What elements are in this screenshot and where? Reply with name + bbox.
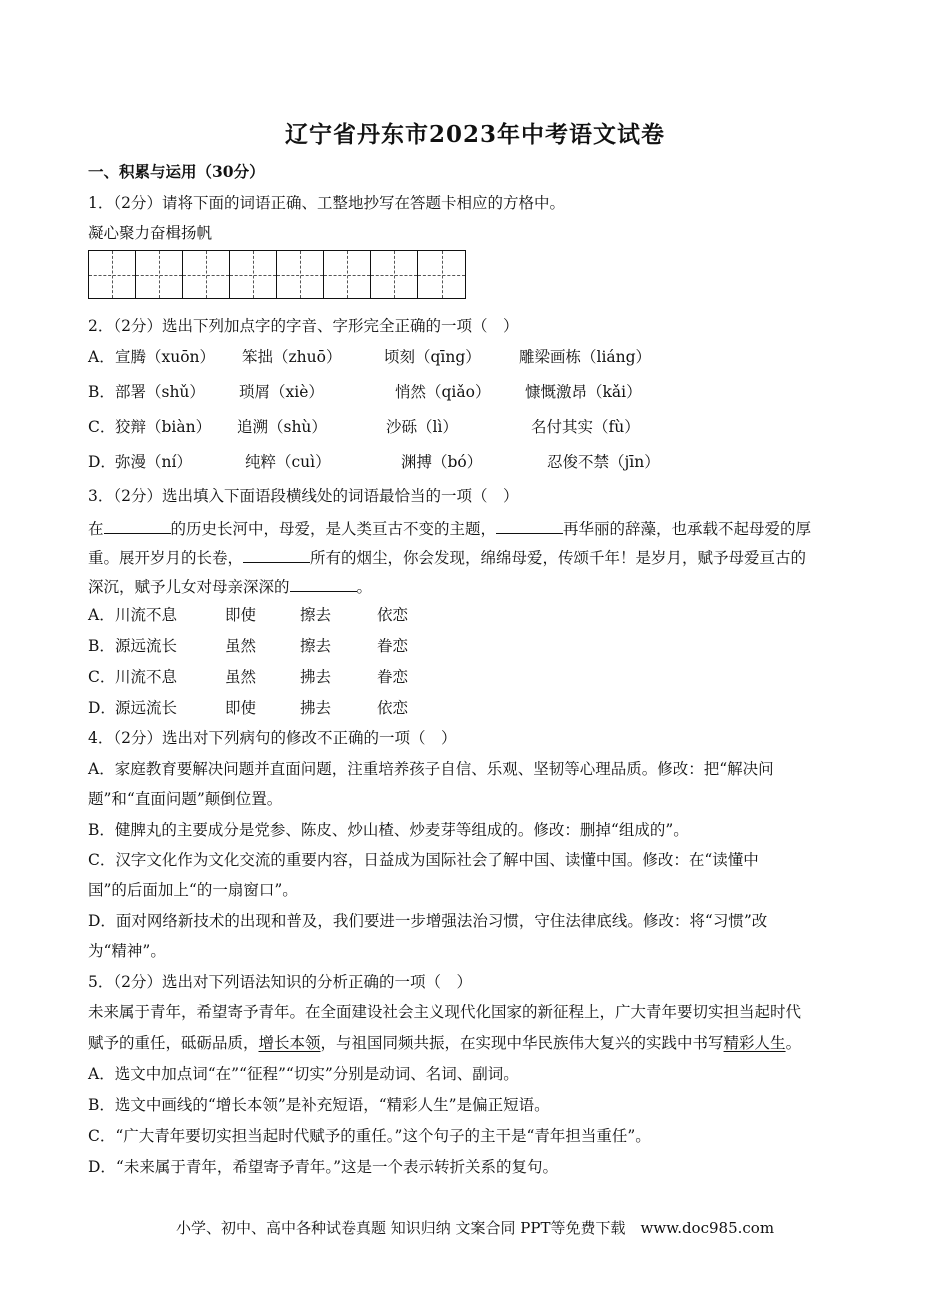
option-item: 弥漫（ní）: [115, 453, 192, 471]
fill-blank-2[interactable]: [496, 517, 563, 534]
passage-text: ，与祖国同频共振，在实现中华民族伟大复兴的实践中书写: [320, 1034, 724, 1052]
option-label: C．: [88, 418, 116, 436]
option-item: 琐屑（xiè）: [239, 383, 324, 401]
passage-text: 。: [356, 578, 373, 596]
option-item: 名付其实（fù）: [531, 418, 640, 436]
option-item: 虽然: [225, 637, 257, 655]
option-item: 源远流长: [115, 637, 178, 655]
q5-passage-line-2: [88, 1033, 801, 1053]
footer-note: 小学、初中、高中各种试卷真题 知识归纳 文案合同 PPT等免费下载 www.doc985.com: [175, 1219, 775, 1237]
q3-passage-line-3: [88, 575, 372, 597]
passage-text: 再华丽的辞藻，也承载不起母爱的厚: [563, 520, 812, 538]
option-item: 源远流长: [115, 699, 178, 717]
grid-cell[interactable]: [89, 251, 136, 298]
option-item: 即使: [225, 606, 257, 624]
option-item: 即使: [225, 699, 257, 717]
q5-passage-line-1: 未来属于青年，希望寄予青年。在全面建设社会主义现代化国家的新征程上，广大青年要切实担当起时代: [88, 1003, 802, 1021]
grid-cell[interactable]: [277, 251, 324, 298]
underlined-phrase: 增长本领: [258, 1034, 321, 1052]
option-item: 宣腾（xuōn）: [115, 348, 216, 366]
q3-passage-line-2: [88, 546, 806, 568]
writing-grid[interactable]: [88, 250, 466, 299]
option-item: 渊搏（bó）: [401, 453, 483, 471]
q2-option-b[interactable]: [88, 382, 642, 402]
grid-cell[interactable]: [371, 251, 418, 298]
option-item: 拂去: [300, 668, 332, 686]
option-label: B．: [88, 383, 115, 401]
q3-option-a[interactable]: [88, 605, 408, 625]
q5-option-a[interactable]: A．选文中加点词“在”“征程”“切实”分别是动词、名词、副词。: [88, 1065, 519, 1083]
q2-option-d[interactable]: [88, 452, 660, 472]
q5-option-b[interactable]: B．选文中画线的“增长本领”是补充短语，“精彩人生”是偏正短语。: [88, 1096, 550, 1114]
q3-option-b[interactable]: [88, 636, 408, 656]
q4-option-a-cont: 题”和“直面问题”颠倒位置。: [88, 790, 283, 808]
option-item: 慷慨激昂（kǎi）: [525, 383, 642, 401]
grid-cell[interactable]: [324, 251, 371, 298]
option-item: 忍俊不禁（jīn）: [547, 453, 660, 471]
option-item: 雕梁画栋（liáng）: [519, 348, 652, 366]
q4-stem: 4．（2分）选出对下列病句的修改不正确的一项（ ）: [88, 729, 457, 747]
option-item: 川流不息: [115, 606, 178, 624]
q5-option-d[interactable]: D．“未来属于青年，希望寄予青年。”这是一个表示转折关系的复句。: [88, 1158, 559, 1176]
section-heading: 一、积累与运用（30分）: [88, 162, 265, 181]
option-item: 追溯（shù）: [237, 418, 327, 436]
fill-blank-3[interactable]: [243, 546, 310, 563]
underlined-phrase: 精彩人生: [723, 1034, 786, 1052]
q5-option-c[interactable]: C．“广大青年要切实担当起时代赋予的重任。”这个句子的主干是“青年担当重任”。: [88, 1127, 651, 1145]
q3-stem: 3．（2分）选出填入下面语段横线处的词语最恰当的一项（ ）: [88, 487, 519, 505]
q1-phrase: 凝心聚力奋楫扬帆: [88, 224, 213, 242]
option-item: 狡辩（biàn）: [115, 418, 212, 436]
option-item: 拂去: [300, 699, 332, 717]
q4-option-d-cont: 为“精神”。: [88, 942, 166, 960]
q3-option-d[interactable]: [88, 698, 408, 718]
grid-cell[interactable]: [230, 251, 277, 298]
option-item: 川流不息: [115, 668, 178, 686]
q3-passage-line-1: [88, 517, 811, 539]
q4-option-d[interactable]: D．面对网络新技术的出现和普及，我们要进一步增强法治习惯，守住法律底线。修改：将“习惯”改: [88, 912, 768, 930]
option-label: D．: [88, 453, 116, 471]
q1-stem: 1．（2分）请将下面的词语正确、工整地抄写在答题卡相应的方格中。: [88, 194, 565, 212]
grid-cell[interactable]: [183, 251, 230, 298]
option-item: 虽然: [225, 668, 257, 686]
passage-text: 在: [88, 520, 104, 538]
option-item: 笨拙（zhuō）: [242, 348, 342, 366]
passage-text: 深沉，赋予儿女对母亲深深的: [88, 578, 290, 596]
option-label: C．: [88, 668, 116, 686]
page-title: 辽宁省丹东市2023年中考语文试卷: [284, 121, 665, 148]
grid-cell[interactable]: [136, 251, 183, 298]
option-item: 依恋: [377, 606, 409, 624]
fill-blank-4[interactable]: [290, 575, 357, 592]
passage-text: 的历史长河中，母爱，是人类亘古不变的主题，: [170, 520, 497, 538]
q2-stem: 2．（2分）选出下列加点字的字音、字形完全正确的一项（ ）: [88, 317, 519, 335]
grid-cell[interactable]: [418, 251, 465, 298]
fill-blank-1[interactable]: [104, 517, 171, 534]
q4-option-c-cont: 国”的后面加上“的一扇窗口”。: [88, 881, 298, 899]
option-item: 沙砾（lì）: [386, 418, 458, 436]
q4-option-b[interactable]: B．健脾丸的主要成分是党参、陈皮、炒山楂、炒麦芽等组成的。修改：删掉“组成的”。: [88, 821, 689, 839]
q4-option-c[interactable]: C．汉字文化作为文化交流的重要内容，日益成为国际社会了解中国、读懂中国。修改：在“读懂中: [88, 851, 759, 869]
q2-option-a[interactable]: [88, 347, 651, 367]
passage-text: 。: [785, 1034, 802, 1052]
option-item: 悄然（qiǎo）: [395, 383, 491, 401]
option-label: B．: [88, 637, 115, 655]
passage-text: 重。展开岁月的长卷，: [88, 549, 244, 567]
q2-option-c[interactable]: [88, 417, 640, 437]
passage-text: 所有的烟尘，你会发现，绵绵母爱，传颂千年！是岁月，赋予母爱亘古的: [310, 549, 807, 567]
option-label: A．: [88, 606, 115, 624]
option-item: 眷恋: [377, 668, 409, 686]
option-item: 眷恋: [377, 637, 409, 655]
option-label: A．: [88, 348, 115, 366]
q5-stem: 5．（2分）选出对下列语法知识的分析正确的一项（ ）: [88, 973, 472, 991]
option-label: D．: [88, 699, 116, 717]
option-item: 依恋: [377, 699, 409, 717]
q4-option-a[interactable]: A．家庭教育要解决问题并直面问题，注重培养孩子自信、乐观、坚韧等心理品质。修改：把“解决问: [88, 760, 774, 778]
option-item: 部署（shǔ）: [115, 383, 205, 401]
option-item: 顷刻（qīng）: [384, 348, 481, 366]
passage-text: 赋予的重任，砥砺品质，: [88, 1034, 259, 1052]
option-item: 擦去: [300, 637, 332, 655]
q3-option-c[interactable]: [88, 667, 408, 687]
option-item: 擦去: [300, 606, 332, 624]
option-item: 纯粹（cuì）: [245, 453, 331, 471]
